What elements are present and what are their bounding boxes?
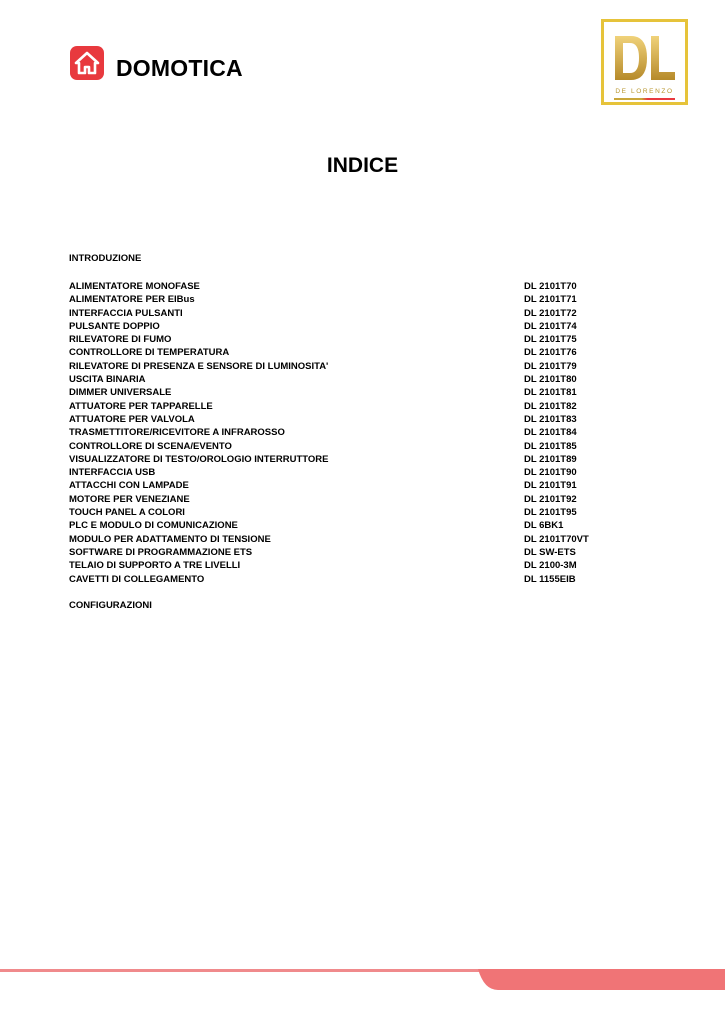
toc-row — [69, 440, 629, 453]
toc-item-name: TELAIO DI SUPPORTO A TRE LIVELLI — [69, 560, 241, 572]
toc-item-name: PLC E MODULO DI COMUNICAZIONE — [69, 520, 238, 532]
toc-item-code: DL SW-ETS — [524, 546, 576, 558]
toc-item-name: RILEVATORE DI FUMO — [69, 334, 172, 346]
toc-item-code: DL 2101T92 — [524, 493, 577, 505]
toc-row — [69, 506, 629, 519]
table-of-contents — [69, 280, 629, 586]
toc-item-code: DL 2101T70 — [524, 281, 577, 292]
toc-item-name: TRASMETTITORE/RICEVITORE A INFRAROSSO — [69, 427, 285, 439]
toc-item-name: PULSANTE DOPPIO — [69, 320, 160, 332]
dl-logo-mark — [613, 32, 677, 84]
home-icon — [70, 46, 104, 80]
toc-row — [69, 479, 629, 492]
toc-row — [69, 346, 629, 359]
toc-item-name: ALIMENTATORE PER EIBus — [69, 294, 195, 306]
toc-row — [69, 320, 629, 333]
toc-row — [69, 413, 629, 426]
toc-item-code: DL 2101T71 — [524, 294, 577, 306]
toc-row — [69, 493, 629, 506]
toc-row — [69, 386, 629, 399]
toc-row — [69, 559, 629, 572]
toc-item-code: DL 1155EIB — [524, 573, 576, 585]
toc-introduction: INTRODUZIONE — [69, 253, 142, 264]
toc-item-code: DL 2101T82 — [524, 400, 577, 412]
toc-item-code: DL 2101T76 — [524, 347, 577, 359]
toc-row — [69, 293, 629, 306]
toc-item-code: DL 2101T90 — [524, 467, 577, 479]
toc-row — [69, 400, 629, 413]
toc-item-code: DL 2101T85 — [524, 440, 577, 452]
toc-item-name: DIMMER UNIVERSALE — [69, 387, 172, 399]
toc-item-name: VISUALIZZATORE DI TESTO/OROLOGIO INTERRUTTORE — [69, 453, 329, 465]
toc-row — [69, 280, 629, 293]
toc-item-code: DL 2101T79 — [524, 360, 577, 372]
brand-title: DOMOTICA — [116, 55, 243, 81]
toc-item-name: CAVETTI DI COLLEGAMENTO — [69, 573, 205, 585]
logo-underline — [614, 98, 675, 100]
toc-item-code: DL 2101T91 — [524, 480, 577, 492]
logo-subtitle: DE LORENZO — [615, 88, 674, 95]
toc-item-code: DL 2101T89 — [524, 453, 577, 465]
toc-item-code: DL 2101T75 — [524, 334, 577, 346]
toc-item-code: DL 2101T74 — [524, 320, 577, 332]
footer-stripe — [0, 966, 725, 996]
toc-item-name: INTERFACCIA USB — [69, 467, 156, 479]
page-title: INDICE — [326, 154, 399, 177]
toc-row — [69, 519, 629, 532]
toc-item-name: ATTUATORE PER VALVOLA — [69, 413, 195, 425]
toc-row — [69, 573, 629, 586]
toc-item-name: ATTUATORE PER TAPPARELLE — [69, 400, 213, 412]
toc-row — [69, 360, 629, 373]
toc-row — [69, 546, 629, 559]
toc-row — [69, 453, 629, 466]
toc-configurations: CONFIGURAZIONI — [69, 600, 152, 611]
de-lorenzo-logo — [601, 19, 688, 105]
toc-item-name: MOTORE PER VENEZIANE — [69, 493, 190, 505]
toc-row — [69, 466, 629, 479]
toc-item-name: USCITA BINARIA — [69, 374, 146, 386]
toc-item-code: DL 2101T72 — [524, 307, 577, 319]
toc-item-code: DL 2101T83 — [524, 413, 577, 425]
toc-item-name: RILEVATORE DI PRESENZA E SENSORE DI LUMINOSITA' — [69, 360, 329, 372]
toc-item-name: CONTROLLORE DI SCENA/EVENTO — [69, 440, 232, 452]
brand-header — [70, 43, 243, 82]
toc-row — [69, 533, 629, 546]
toc-item-code: DL 2101T70VT — [524, 533, 589, 545]
toc-item-code: DL 6BK1 — [524, 520, 564, 532]
toc-item-name: MODULO PER ADATTAMENTO DI TENSIONE — [69, 533, 271, 545]
toc-item-name: TOUCH PANEL A COLORI — [69, 507, 185, 519]
toc-item-name: ALIMENTATORE MONOFASE — [69, 281, 200, 292]
toc-item-code: DL 2101T95 — [524, 507, 577, 519]
toc-row — [69, 307, 629, 320]
toc-item-code: DL 2100-3M — [524, 560, 577, 572]
toc-item-name: CONTROLLORE DI TEMPERATURA — [69, 347, 230, 359]
toc-item-name: INTERFACCIA PULSANTI — [69, 307, 183, 319]
toc-row — [69, 426, 629, 439]
toc-row — [69, 373, 629, 386]
toc-item-name: SOFTWARE DI PROGRAMMAZIONE ETS — [69, 546, 253, 558]
toc-item-name: ATTACCHI CON LAMPADE — [69, 480, 189, 492]
toc-row — [69, 333, 629, 346]
toc-item-code: DL 2101T80 — [524, 374, 577, 386]
toc-item-code: DL 2101T84 — [524, 427, 577, 439]
toc-item-code: DL 2101T81 — [524, 387, 577, 399]
